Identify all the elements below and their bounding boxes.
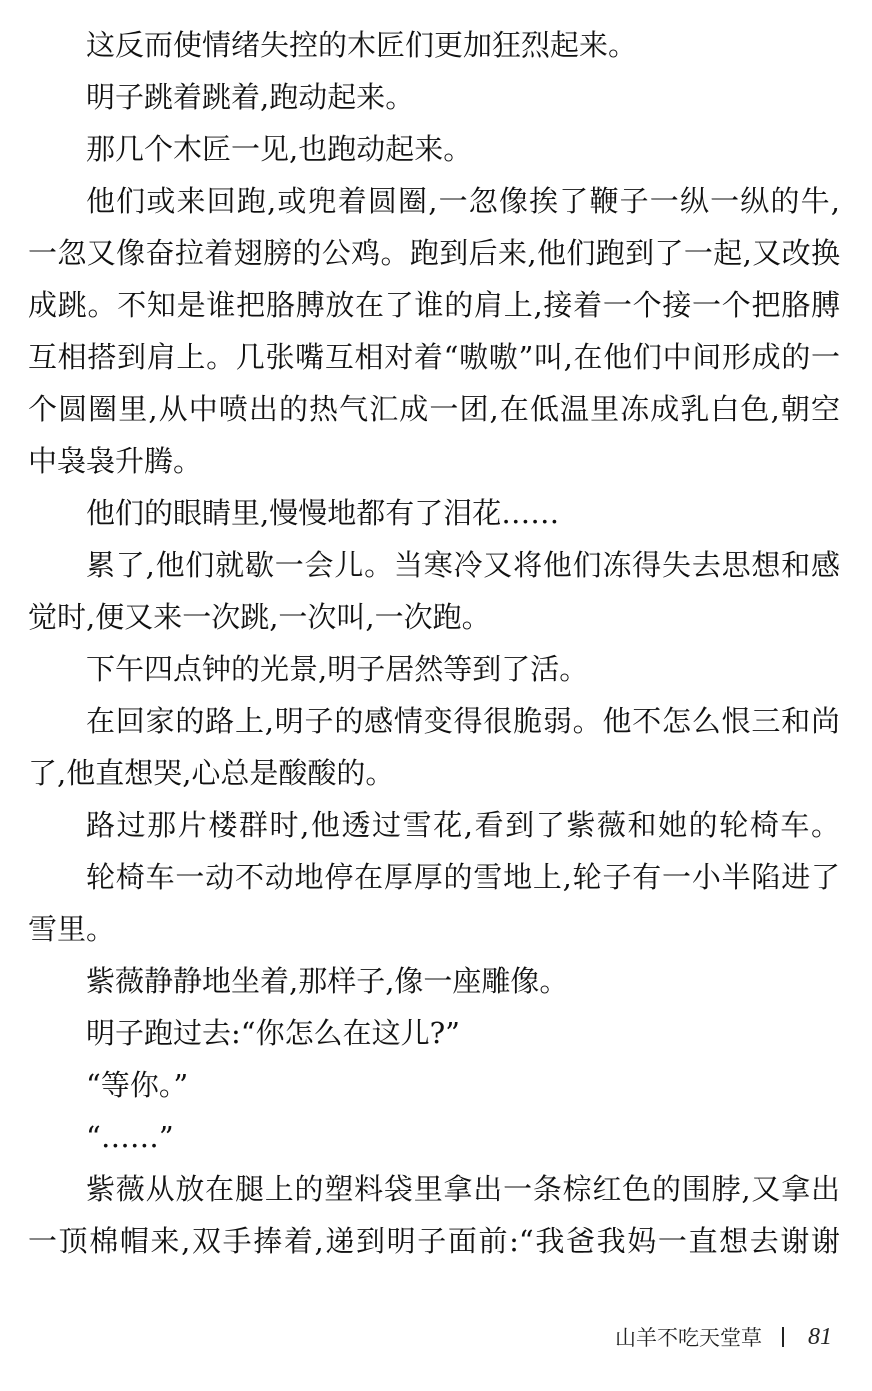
text-line: 他们或来回跑,或兜着圆圈,一忽像挨了鞭子一纵一纵的牛, xyxy=(86,184,840,218)
footer-divider xyxy=(782,1327,784,1347)
text-line: 轮椅车一动不动地停在厚厚的雪地上,轮子有一小半陷进了 xyxy=(86,860,840,894)
text-line: 个圆圈里,从中喷出的热气汇成一团,在低温里冻成乳白色,朝空 xyxy=(28,392,840,426)
text-line: 紫薇静静地坐着,那样子,像一座雕像。 xyxy=(86,964,569,998)
text-line: 这反而使情绪失控的木匠们更加狂烈起来。 xyxy=(86,28,638,62)
text-line: 他们的眼睛里,慢慢地都有了泪花…… xyxy=(86,496,560,530)
text-line: 下午四点钟的光景,明子居然等到了活。 xyxy=(86,652,589,686)
text-line: 明子跳着跳着,跑动起来。 xyxy=(86,80,415,114)
body-text xyxy=(28,19,840,1267)
text-line: 明子跑过去:“你怎么在这儿?” xyxy=(86,1016,460,1050)
text-line: 累了,他们就歇一会儿。当寒冷又将他们冻得失去思想和感 xyxy=(86,548,840,582)
text-line: “等你。” xyxy=(86,1068,189,1102)
page-number: 81 xyxy=(808,1323,832,1350)
text-line: 路过那片楼群时,他透过雪花,看到了紫薇和她的轮椅车。 xyxy=(86,808,840,842)
text-line: 紫薇从放在腿上的塑料袋里拿出一条棕红色的围脖,又拿出 xyxy=(86,1172,840,1206)
page-footer xyxy=(615,1322,832,1352)
text-line: 中袅袅升腾。 xyxy=(28,444,203,478)
text-line: 了,他直想哭,心总是酸酸的。 xyxy=(28,756,395,790)
text-line: 一顶棉帽来,双手捧着,递到明子面前:“我爸我妈一直想去谢谢 xyxy=(28,1224,840,1258)
text-line: 那几个木匠一见,也跑动起来。 xyxy=(86,132,473,166)
text-line: 一忽又像奋拉着翅膀的公鸡。跑到后来,他们跑到了一起,又改换 xyxy=(28,236,840,270)
text-line: 互相搭到肩上。几张嘴互相对着“嗷嗷”叫,在他们中间形成的一 xyxy=(28,340,840,374)
text-line: 在回家的路上,明子的感情变得很脆弱。他不怎么恨三和尚 xyxy=(86,704,840,738)
text-line: 觉时,便又来一次跳,一次叫,一次跑。 xyxy=(28,600,491,634)
text-line: 成跳。不知是谁把胳膊放在了谁的肩上,接着一个接一个把胳膊 xyxy=(28,288,840,322)
text-line: 雪里。 xyxy=(28,912,116,946)
text-line: “……” xyxy=(86,1120,174,1154)
running-title: 山羊不吃天堂草 xyxy=(615,1326,762,1350)
